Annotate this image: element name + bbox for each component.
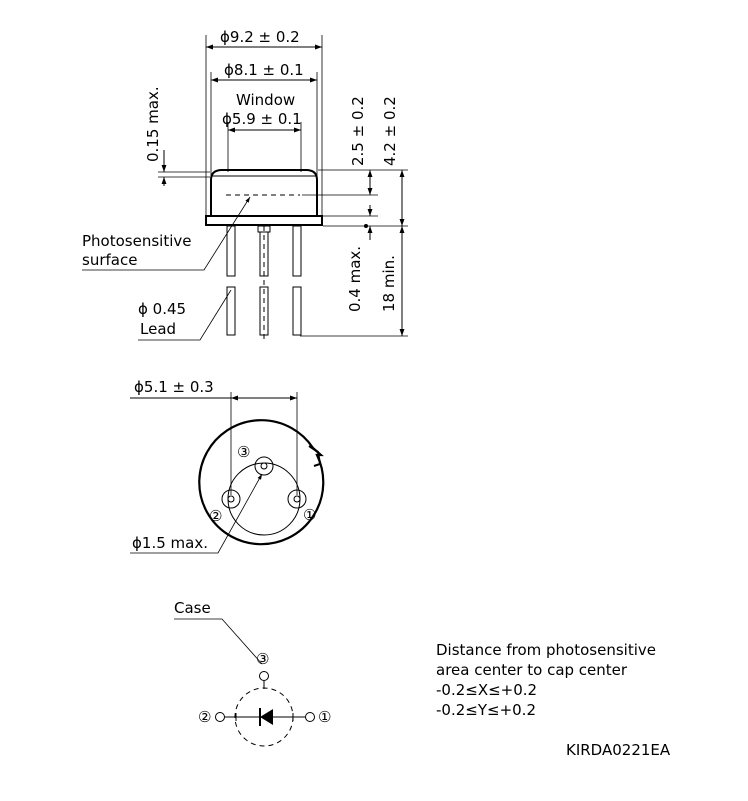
- dim-window-dia: ϕ1.5 max.: [132, 534, 208, 552]
- note-line-3: -0.2≤X≤+0.2: [436, 681, 538, 699]
- lead-dia: ϕ 0.45: [138, 300, 187, 318]
- note-line-4: -0.2≤Y≤+0.2: [436, 701, 536, 719]
- window-label: Window: [236, 91, 296, 109]
- photodiode-symbol: [260, 709, 273, 725]
- case-outline: [199, 420, 323, 544]
- dim-height: 4.2 ± 0.2: [381, 96, 399, 166]
- schematic-pin-3: ③: [256, 650, 270, 668]
- dim-cap-inner: ϕ8.1 ± 0.1: [224, 61, 304, 79]
- schematic: [174, 599, 331, 746]
- note-line-1: Distance from photosensitive: [436, 641, 656, 659]
- schematic-pin-2: ②: [198, 708, 212, 726]
- drawing-code: KIRDA0221EA: [566, 741, 671, 759]
- dim-lead-length: 18 min.: [380, 255, 398, 312]
- case-label: Case: [174, 599, 211, 617]
- pin-1-label: ①: [303, 506, 317, 524]
- side-view: [82, 28, 408, 340]
- note-line-2: area center to cap center: [436, 661, 628, 679]
- pin-2-label: ②: [209, 507, 223, 525]
- photosensitive-label-line2: surface: [82, 251, 138, 269]
- case-leader: [174, 619, 262, 664]
- leads: [227, 226, 301, 340]
- position-tolerance-note: [436, 640, 656, 720]
- dim-top-offset: 0.15 max.: [144, 86, 162, 162]
- dim-cap-outer: ϕ9.2 ± 0.2: [220, 28, 300, 46]
- dim-surface-depth: 2.5 ± 0.2: [349, 96, 367, 166]
- dim-pin-circle: ϕ5.1 ± 0.3: [134, 378, 214, 396]
- cap-body: [211, 170, 317, 216]
- header-flange: [206, 216, 322, 225]
- bottom-view: [130, 378, 323, 553]
- dim-window: ϕ5.9 ± 0.1: [222, 110, 302, 128]
- pin-3-label: ③: [237, 443, 251, 461]
- schematic-pin-1: ①: [318, 708, 332, 726]
- dim-lead-offset: 0.4 max.: [346, 245, 364, 312]
- pin-3-ring: [255, 457, 273, 475]
- photosensitive-label-line1: Photosensitive: [82, 232, 192, 250]
- window-circle: [228, 463, 300, 535]
- lead-label: Lead: [140, 320, 177, 338]
